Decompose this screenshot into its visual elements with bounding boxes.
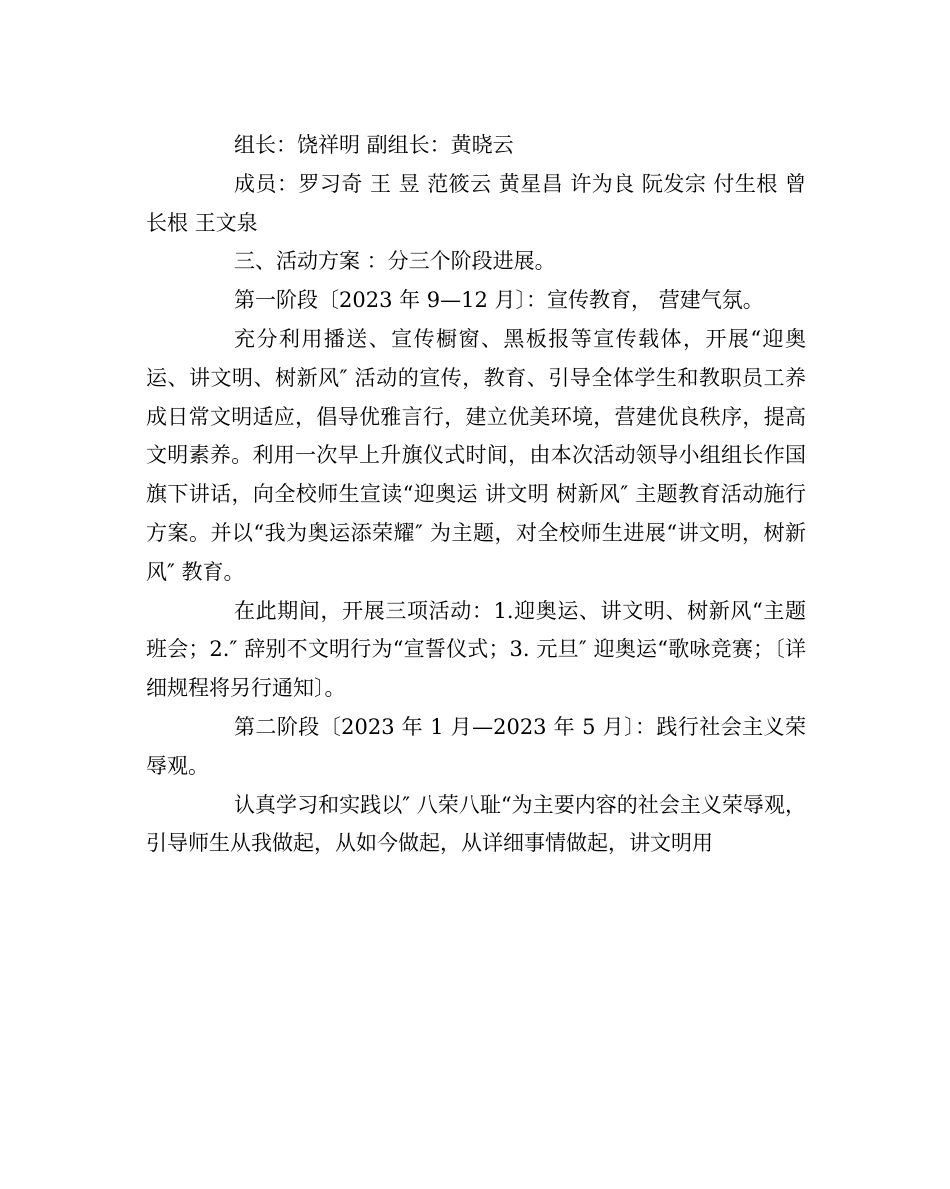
document-body bbox=[146, 126, 806, 863]
paragraph-members: 成员：罗习奇 王 昱 范筱云 黄星昌 许为良 阮发宗 付生根 曾长根 王文泉 bbox=[146, 171, 806, 235]
paragraph-stage-one-activities: 在此期间，开展三项活动：1.迎奥运、讲文明、树新风“主题班会；2.″ 辞别不文明行为“宣誓仪式；3. 元旦″ 迎奥运“歌咏竞赛；〔详细规程将另行通知〕。 bbox=[146, 598, 806, 701]
paragraph-stage-one-body: 充分利用播送、宣传橱窗、黑板报等宣传载体，开展“迎奥运、讲文明、树新风″ 活动的宣传，教育、引导全体学生和教职员工养成日常文明适应，倡导优雅言行，建立优美环境，营建优良秩序，提高文明素养。利用一次早上升旗仪式时间，由本次活动领导小组组长作国旗下讲话，向全校师生宣读“迎奥运 讲文明 树新风″ 主题教育活动施行方案。并以“我为奥运添荣耀″ 为主题，对全校师生进展“讲文明，树新风″ 教育。 bbox=[146, 326, 806, 584]
paragraph-leaders: 组长：饶祥明 副组长：黄晓云 bbox=[234, 133, 514, 157]
paragraph-stage-two-body: 认真学习和实践以″ 八荣八耻“为主要内容的社会主义荣辱观，引导师生从我做起，从如今做起，从详细事情做起，讲文明用 bbox=[146, 792, 806, 856]
paragraph-stage-one-title: 第一阶段〔2023 年 9—12 月〕：宣传教育， 营建气氛。 bbox=[234, 288, 764, 313]
paragraph-section-heading: 三、活动方案 ：分三个阶段进展。 bbox=[234, 249, 556, 274]
paragraph-stage-two-title: 第二阶段〔2023 年 1 月—2023 年 5 月〕：践行社会主义荣辱观。 bbox=[146, 714, 806, 778]
